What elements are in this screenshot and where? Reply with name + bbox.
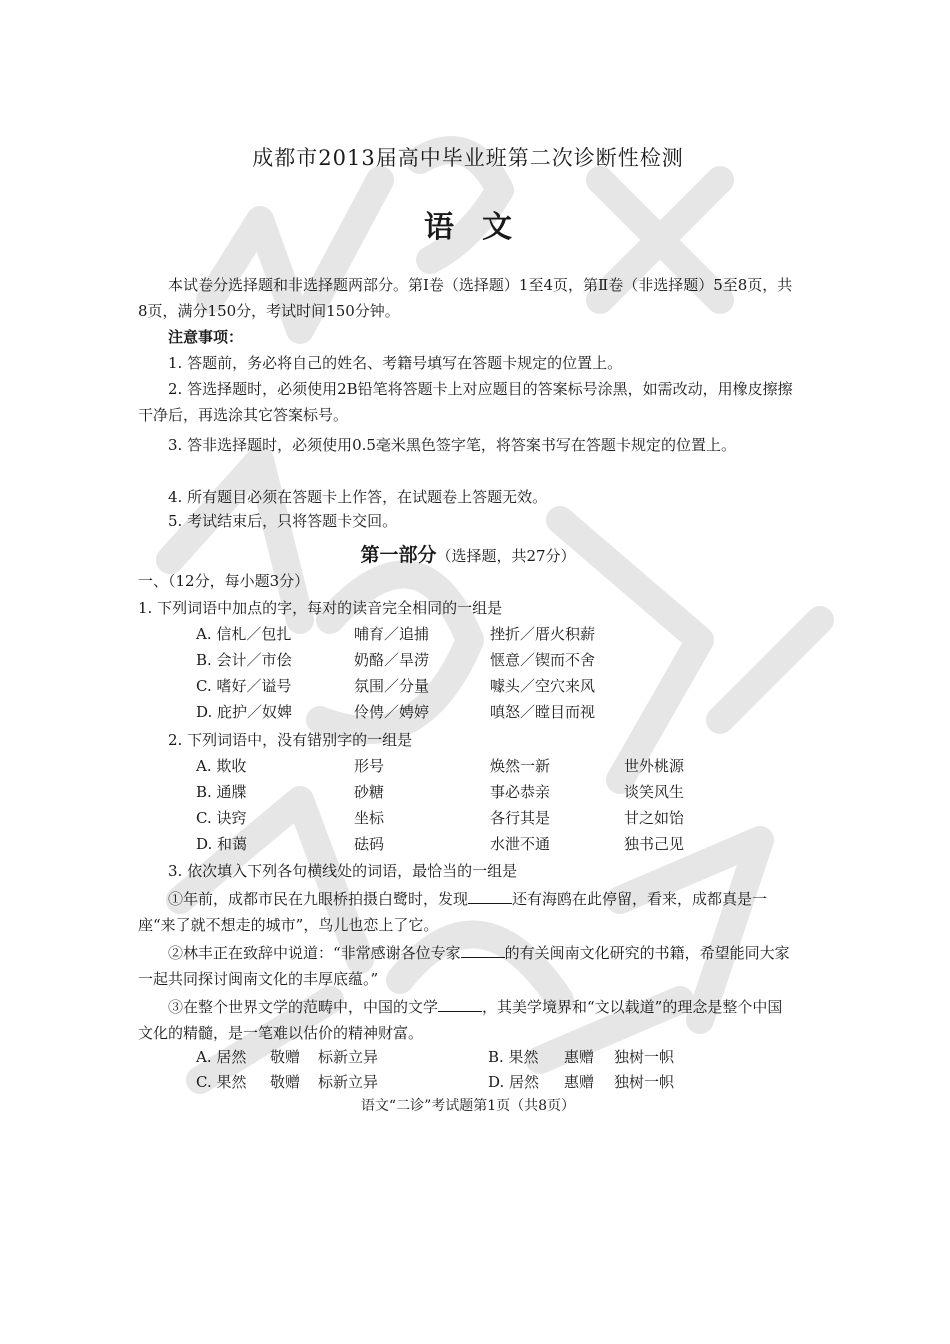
q2-option-d-1: D. 和蔼: [196, 835, 248, 853]
q1-option-d-3: 嗔怒／瞠目而视: [490, 703, 596, 721]
q1-option-c-1: C. 嗜好／谥号: [196, 677, 292, 695]
q3-sentence-1-part-a: ①年前，成都市民在九眼桥拍摄白鹭时，发现: [168, 890, 469, 908]
q2-option-c-2: 坐标: [354, 809, 385, 827]
q1-option-a-1: A. 信札／包扎: [196, 625, 292, 643]
q1-option-a-3: 挫折／厝火积薪: [490, 625, 596, 643]
q1-option-c-2: 氛围／分量: [354, 677, 430, 695]
q3-option-d-1: D. 居然: [488, 1073, 540, 1091]
q2-option-d-3: 水泄不通: [490, 835, 551, 853]
q2-option-a-3: 焕然一新: [490, 757, 551, 775]
question-2-stem: 2. 下列词语中，没有错别字的一组是: [168, 731, 413, 749]
q3-sentence-3: [138, 994, 794, 1046]
q2-option-d-2: 砝码: [354, 835, 385, 853]
q1-option-d-1: D. 庇护／奴婢: [196, 703, 293, 721]
notice-item-4: 4. 所有题目必须在答题卡上作答，在试题卷上答题无效。: [168, 488, 548, 506]
answer-blank-3: [438, 997, 482, 1012]
q3-option-a-3: 标新立异: [318, 1048, 379, 1066]
question-3-stem: 3. 依次填入下列各句横线处的词语，最恰当的一组是: [168, 862, 518, 880]
subject-title: 语文: [424, 210, 540, 245]
q1-option-b-1: B. 会计／市侩: [196, 651, 292, 669]
q3-sentence-3-part-a: ③在整个世界文学的范畴中，中国的文学: [168, 998, 439, 1016]
answer-blank-1: [468, 889, 512, 904]
q3-option-c-2: 敬赠: [270, 1073, 301, 1091]
q2-option-b-2: 砂糖: [354, 783, 385, 801]
q3-sentence-3-part-b: ，其美学境界和“文以载道”的理念是整个中国文化的精髓，是一笔难以估价的精神财富。: [138, 998, 783, 1042]
q2-option-a-2: 形号: [354, 757, 385, 775]
q1-option-d-2: 伶俜／娉婷: [354, 703, 430, 721]
part-one-title: [138, 540, 798, 567]
notice-item-5: 5. 考试结束后，只将答题卡交回。: [168, 512, 398, 530]
q2-option-a-4: 世外桃源: [624, 757, 685, 775]
q2-option-d-4: 独书己见: [624, 835, 685, 853]
answer-blank-2: [461, 943, 505, 958]
q3-option-a-2: 敬赠: [270, 1048, 301, 1066]
q3-sentence-2-part-b: 的有关闽南文化研究的书籍，希望能同大家一起共同探讨闽南文化的丰厚底蕴。”: [138, 944, 790, 988]
notice-item-3: 3. 答非选择题时，必须使用0.5毫米黑色签字笔，将答案书写在答题卡规定的位置上。: [168, 436, 736, 454]
q3-option-c-1: C. 果然: [196, 1073, 247, 1091]
q3-option-b-1: B. 果然: [488, 1048, 539, 1066]
intro-paragraph: 本试卷分选择题和非选择题两部分。第Ⅰ卷（选择题）1至4页，第Ⅱ卷（非选择题）5至8页，共8页，满分150分，考试时间150分钟。: [138, 276, 793, 320]
q3-option-b-2: 惠赠: [564, 1048, 595, 1066]
q3-option-a-1: A. 居然: [196, 1048, 247, 1066]
question-1-stem: 1. 下列词语中加点的字，每对的读音完全相同的一组是: [138, 599, 503, 617]
q3-sentence-1-part-b: 还有海鸥在此停留，看来，成都真是一座“来了就不想走的城市”，鸟儿也恋上了它。: [138, 890, 768, 934]
q2-option-c-4: 甘之如饴: [624, 809, 685, 827]
q3-sentence-2: [138, 940, 794, 992]
part-one-subtitle: （选择题，共27分）: [436, 547, 576, 565]
q3-sentence-1: [138, 886, 794, 938]
q3-option-c-3: 标新立异: [318, 1073, 379, 1091]
q1-option-b-2: 奶酪／旱涝: [354, 651, 430, 669]
notice-item-1: 1. 答题前，务必将自己的姓名、考籍号填写在答题卡规定的位置上。: [168, 354, 623, 372]
q2-option-a-1: A. 欺收: [196, 757, 247, 775]
q1-option-c-3: 噱头／空穴来风: [490, 677, 596, 695]
q3-sentence-2-part-a: ②林丰正在致辞中说道：“非常感谢各位专家: [168, 944, 461, 962]
exam-title: 成都市2013届高中毕业班第二次诊断性检测: [252, 146, 684, 170]
q2-option-c-3: 各行其是: [490, 809, 551, 827]
q3-option-b-3: 独树一帜: [614, 1048, 675, 1066]
q2-option-b-4: 谈笑风生: [624, 783, 685, 801]
part-one-label: 第一部分: [360, 544, 437, 566]
page-footer: 语文“二诊”考试题第1页（共8页）: [360, 1098, 576, 1114]
section-heading: 一、（12分，每小题3分）: [138, 572, 310, 590]
notice-item-2: 2. 答选择题时，必须使用2B铅笔将答题卡上对应题目的答案标号涂黑，如需改动，用橡皮擦擦干净后，再选涂其它答案标号。: [138, 380, 793, 424]
q2-option-b-3: 事必恭亲: [490, 783, 551, 801]
q3-option-d-2: 惠赠: [564, 1073, 595, 1091]
q2-option-c-1: C. 诀窍: [196, 809, 247, 827]
q2-option-b-1: B. 通牒: [196, 783, 247, 801]
q3-option-d-3: 独树一帜: [614, 1073, 675, 1091]
q1-option-b-3: 惬意／锲而不舍: [490, 651, 596, 669]
q1-option-a-2: 哺育／追捕: [354, 625, 430, 643]
notice-heading: 注意事项：: [168, 328, 244, 346]
